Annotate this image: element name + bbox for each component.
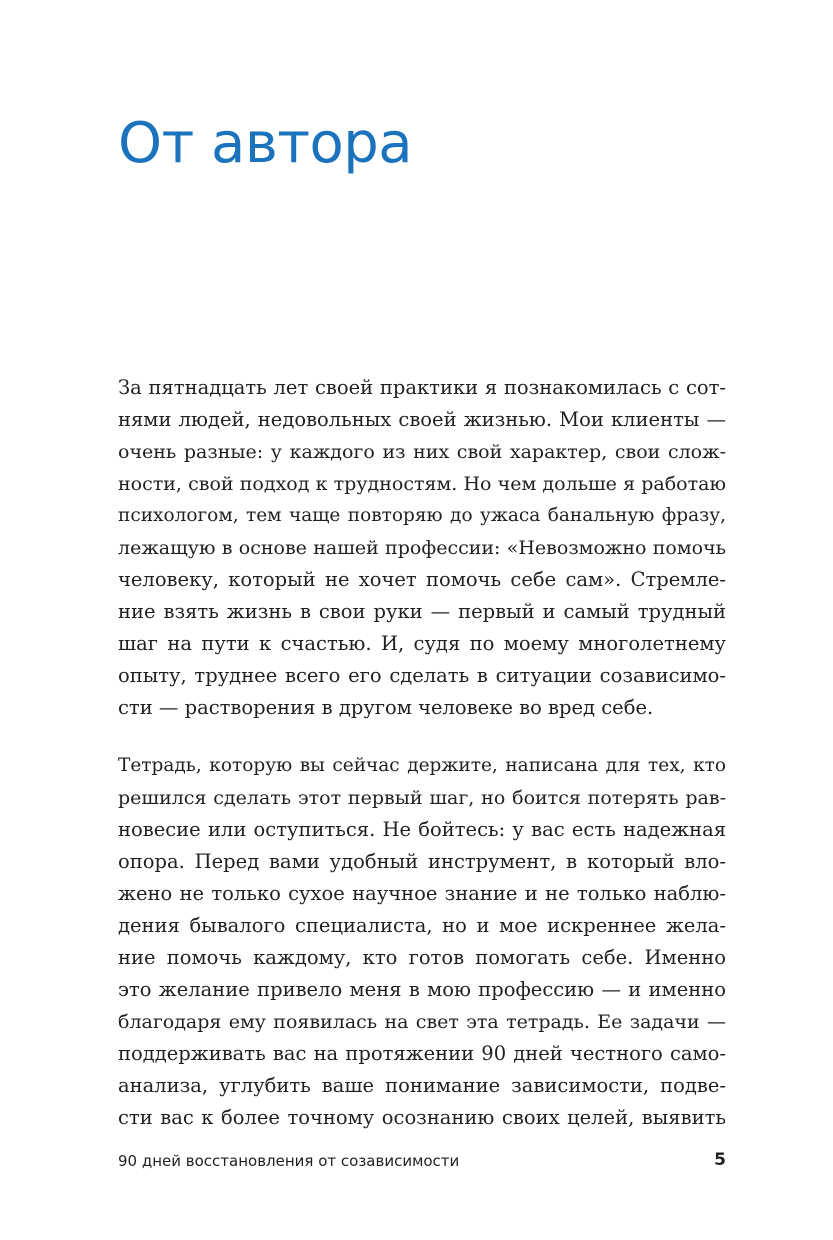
- running-footer-title: 90 дней восстановления от созависимости: [118, 1152, 460, 1170]
- chapter-title: От автора: [118, 111, 413, 176]
- text-line: это желание привело меня в мою профессию — и именно: [118, 978, 726, 1001]
- page-number: 5: [714, 1150, 726, 1170]
- text-line: новесие или оступиться. Не бойтесь: у вас есть надежная: [118, 818, 726, 841]
- paragraph-1: [118, 372, 726, 724]
- text-line: очень разные: у каждого из них свой характер, свои слож-: [118, 441, 726, 463]
- text-line: благодаря ему появилась на свет эта тетрадь. Ее задачи —: [118, 1011, 726, 1033]
- text-line: Тетрадь, которую вы сейчас держите, написана для тех, кто: [118, 755, 726, 776]
- text-line: лежащую в основе нашей профессии: «Невозможно помочь: [118, 537, 726, 559]
- text-line: ние помочь каждому, кто готов помогать себе. Именно: [118, 946, 726, 969]
- text-line: анализа, углубить ваше понимание зависимости, подве-: [118, 1074, 726, 1097]
- text-line: поддерживать вас на протяжении 90 дней честного само-: [118, 1042, 726, 1065]
- text-line: нями людей, недовольных своей жизнью. Мои клиенты —: [118, 408, 726, 431]
- text-line: психологом, тем чаще повторяю до ужаса банальную фразу,: [118, 505, 726, 526]
- text-line: За пятнадцать лет своей практики я познакомилась с сот-: [118, 376, 726, 399]
- text-line: опора. Перед вами удобный инструмент, в который вло-: [118, 850, 726, 873]
- text-line: ности, свой подход к трудностям. Но чем дольше я работаю: [118, 473, 726, 495]
- text-line: жено не только сухое научное знание и не только наблю-: [118, 882, 726, 905]
- body-text: [118, 372, 726, 1160]
- text-line: решился сделать этот первый шаг, но боится потерять рав-: [118, 787, 726, 809]
- text-line: опыту, труднее всего его сделать в ситуации созависимо-: [118, 664, 726, 687]
- paragraph-2: [118, 750, 726, 1134]
- text-line: ние взять жизнь в свои руки — первый и самый трудный: [118, 600, 726, 623]
- text-line: сти вас к более точному осознанию своих целей, выявить: [118, 1106, 726, 1129]
- text-line: шаг на пути к счастью. И, судя по моему многолетнему: [118, 632, 726, 655]
- text-line: дения бывалого специалиста, но и мое искреннее жела-: [118, 914, 726, 937]
- text-line: сти — растворения в другом человеке во вред себе.: [118, 696, 654, 719]
- text-line: человеку, который не хочет помочь себе сам». Стремле-: [118, 568, 726, 591]
